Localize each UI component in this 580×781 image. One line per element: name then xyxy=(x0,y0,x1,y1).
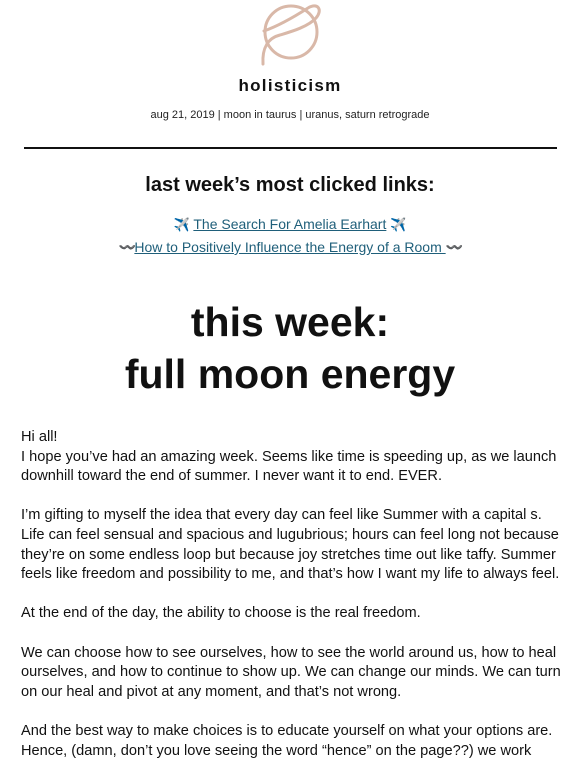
paragraph-1: I hope you’ve had an amazing week. Seems like time is speeding up, as we launch downhill toward the end of summer. I never want it to end. EVER. xyxy=(21,448,557,485)
wavy-dash-icon: 〰️ xyxy=(445,239,462,255)
airplane-icon: ✈️ xyxy=(390,217,407,232)
intertwined-circle-logo-icon xyxy=(250,0,330,66)
hero-line-2: full moon energy xyxy=(124,351,456,397)
link-row-1 xyxy=(0,216,580,233)
paragraph-5: And the best way to make choices is to educate yourself on what your options are. Hence, (damn, don’t you love seeing the word “hence” on the page??) we work xyxy=(21,722,553,759)
airplane-icon: ✈️ xyxy=(173,217,190,232)
link-row-2 xyxy=(0,239,580,256)
body-text xyxy=(21,428,566,781)
dateline: aug 21, 2019 | moon in taurus | uranus, saturn retrograde xyxy=(150,109,430,121)
hero-title xyxy=(0,296,580,400)
paragraph-3: At the end of the day, the ability to choose is the real freedom. xyxy=(21,605,421,622)
divider xyxy=(24,147,557,149)
paragraph-2: I’m gifting to myself the idea that every day can feel like Summer with a capital s. Life can feel sensual and spacious and lugubrious; hours can feel long not because they’re on some endless loop but because joy stretches time out like taffy. Summer feels like freedom and possibility to me, and that’s how I want my life to always feel. xyxy=(21,507,560,583)
paragraph-4: We can choose how to see ourselves, how to see the world around us, how to heal ourselves, and how to continue to show up. We can change our minds. We can turn on our heal and pivot at any moment, and that’s not wrong. xyxy=(21,644,561,700)
greeting: Hi all! xyxy=(21,429,58,445)
wavy-dash-icon: 〰️ xyxy=(118,239,135,255)
brand-name: holisticism xyxy=(238,76,342,95)
link-energy-of-a-room[interactable]: How to Positively Influence the Energy of a Room xyxy=(134,239,446,255)
hero-line-1: this week: xyxy=(190,299,390,345)
links-heading: last week’s most clicked links: xyxy=(145,174,435,196)
link-amelia-earhart[interactable]: The Search For Amelia Earhart xyxy=(193,216,387,232)
